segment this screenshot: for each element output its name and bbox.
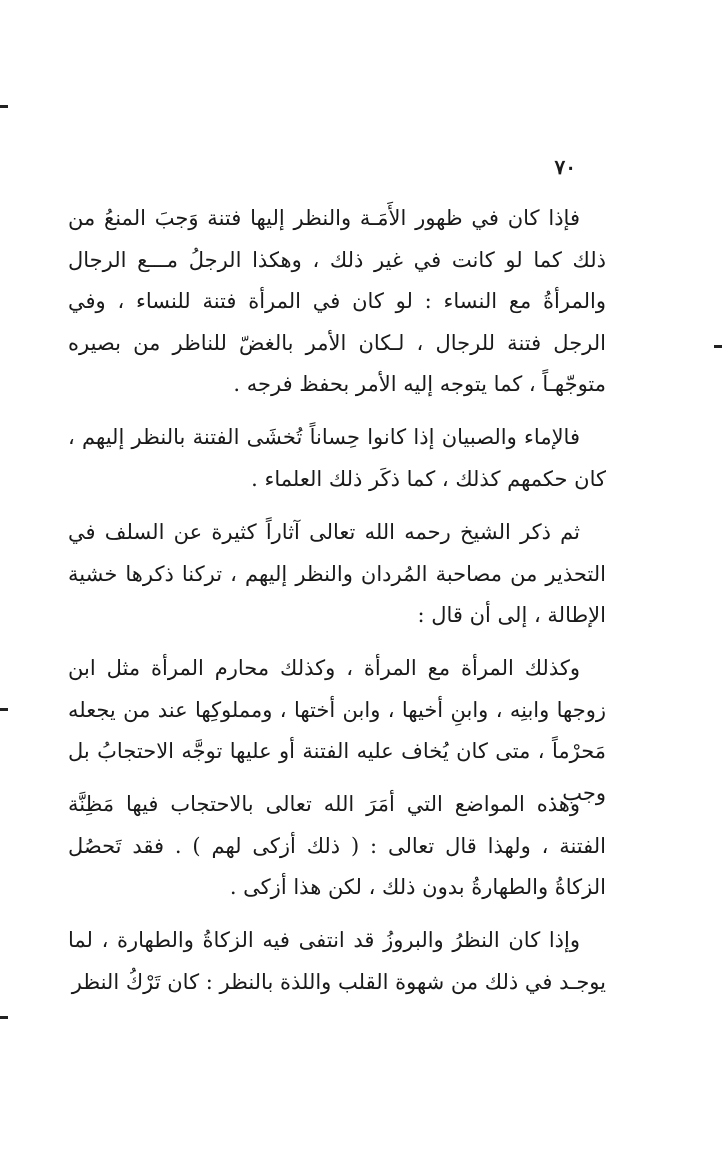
scan-edge-mark: [714, 345, 722, 348]
paragraph-text: وكذلك المرأة مع المرأة ، وكذلك محارم المرأة مثل ابن زوجها وابنِه ، وابنِ أخيها ، وابن أختها ، ومملوكِها عند من يجعله مَحرْماً ، متى كان يُخاف عليه الفتنة أو عليها توجَّه الاحتجابُ بل وجب .: [68, 656, 606, 805]
paragraph-text: وهذه المواضع التي أمَرَ الله تعالى بالاحتجاب فيها مَظِنَّة الفتنة ، ولهذا قال تعالى : ( ذلك أزكى لهم ) . فقد تَحصُل الزكاةُ والطهارةُ بدون ذلك ، لكن هذا أزكى .: [68, 792, 606, 899]
paragraph-text: وإذا كان النظرُ والبروزُ قد انتفى فيه الزكاةُ والطهارة ، لما يوجـد في ذلك من شهوة القلب واللذة بالنظر : كان تَرْكُ النظر: [68, 928, 606, 994]
paragraph-6: [68, 920, 606, 1003]
paragraph-5: [68, 784, 606, 909]
paragraph-2: [68, 417, 606, 500]
scan-edge-mark: [0, 105, 8, 108]
paragraph-1: [68, 198, 606, 406]
paragraph-text: فالإماء والصبيان إذا كانوا حِساناً تُخشَى الفتنة بالنظر إليهم ، كان حكمهم كذلك ، كما ذكَر ذلك العلماء .: [68, 425, 606, 491]
scan-edge-mark: [0, 708, 8, 711]
paragraph-text: فإذا كان في ظهور الأَمَـة والنظر إليها فتنة وَجبَ المنعُ من ذلك كما لو كانت في غير ذلك ، وهكذا الرجلُ مـــع الرجال والمرأةُ مع النساء : لو كان في المرأة فتنة للنساء ، وفي الرجل فتنة للرجال ، لـكان الأمر بالغضّ للناظر من بصيره متوجّهـاً ، كما يتوجه إليه الأمر بحفظ فرجه .: [68, 206, 606, 396]
scan-edge-mark: [0, 1016, 8, 1019]
page-number: ٧٠: [554, 155, 576, 179]
paragraph-3: [68, 512, 606, 637]
paragraph-text: ثم ذكر الشيخ رحمه الله تعالى آثاراً كثيرة عن السلف في التحذير من مصاحبة المُردان والنظر إليهم ، تركنا ذكرها خشية الإطالة ، إلى أن قال :: [68, 520, 606, 627]
